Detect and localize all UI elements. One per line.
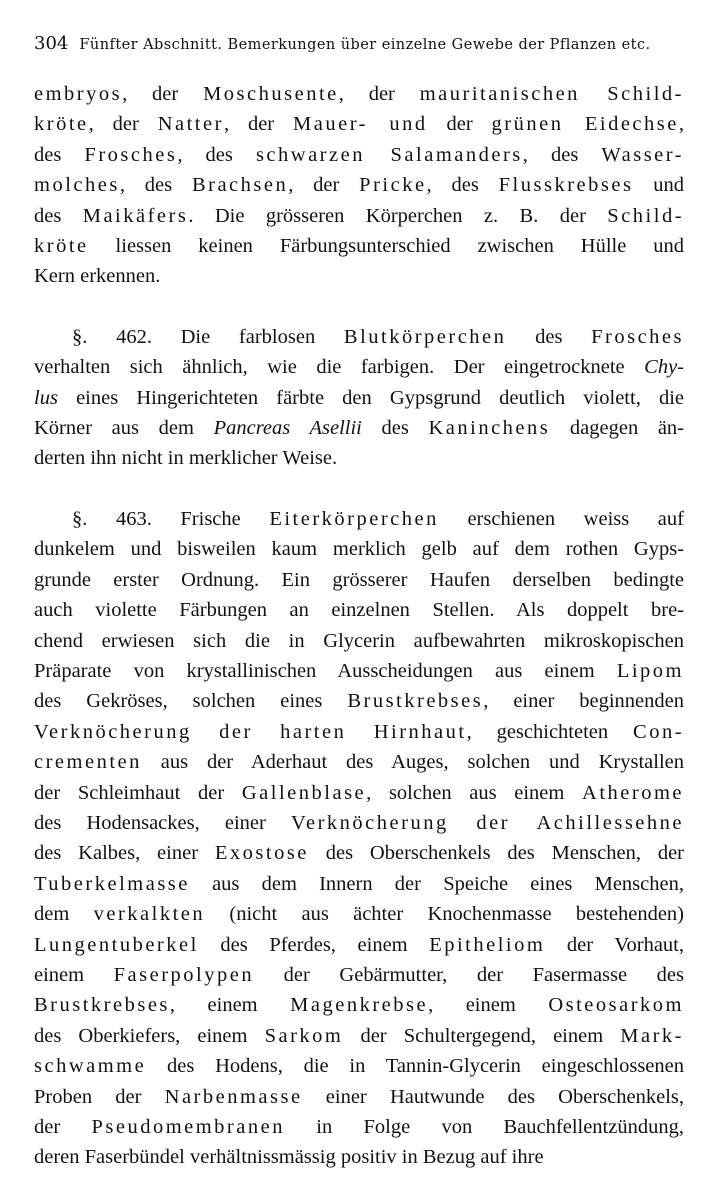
text-line [34, 504, 684, 534]
spaced-emphasis: kröte [34, 235, 89, 258]
text-line [34, 869, 684, 899]
spaced-emphasis: mauritanischen Schild- [419, 83, 684, 105]
spaced-emphasis: Natter [157, 113, 224, 136]
text-run: der Schultergegend, einem [343, 1024, 621, 1047]
text-run: . Die grösseren Körperchen z. B. der [188, 204, 608, 227]
spaced-emphasis: Tuberkelmasse [34, 872, 190, 895]
text-line [34, 261, 684, 291]
text-run: einem [34, 963, 114, 986]
text-run: , der [288, 174, 360, 197]
spaced-emphasis: Sarkom [264, 1024, 344, 1047]
text-run: Körner aus dem [34, 417, 214, 440]
text-run: des Gekröses, solchen eines [34, 690, 348, 713]
paragraph [34, 504, 684, 1173]
text-line [34, 838, 684, 868]
text-line [34, 808, 684, 838]
spaced-emphasis: Mark- [620, 1024, 684, 1047]
text-line [34, 383, 684, 413]
spaced-emphasis: Lungentuberkel [34, 933, 199, 956]
spaced-emphasis: Kaninchens [428, 417, 551, 440]
text-line [34, 201, 684, 231]
spaced-emphasis: Wasser- [601, 143, 685, 166]
text-line [34, 1142, 684, 1172]
text-line [34, 595, 684, 625]
body-text [34, 79, 684, 1173]
text-run: (nicht aus ächter Knochenmasse bestehenden) [205, 903, 685, 926]
text-line [34, 231, 684, 261]
text-line [34, 960, 684, 990]
spaced-emphasis: grünen Eidechse [491, 113, 679, 136]
text-line [34, 1082, 684, 1112]
text-run: der [34, 1116, 92, 1138]
text-line [34, 79, 684, 109]
text-run: Kern erkennen. [34, 265, 161, 288]
spaced-emphasis: Atherome [582, 781, 684, 804]
text-run: aus dem Innern der Speiche eines Menschen, [189, 872, 684, 895]
text-line [34, 717, 684, 747]
text-run: , des [177, 143, 256, 166]
text-line [34, 1051, 684, 1081]
text-run: Proben der [34, 1085, 165, 1108]
text-run: grunde erster Ordnung. Ein grösserer Haufen derselben bedingte [34, 568, 684, 591]
spaced-emphasis: Brachsen [191, 174, 289, 197]
text-run: , einem [169, 994, 291, 1017]
spaced-emphasis: Frosches [591, 325, 685, 348]
text-run: , der [122, 83, 204, 105]
text-run: , [678, 113, 684, 136]
text-run: liessen keinen Färbungsunterschied zwischen Hülle und [88, 235, 684, 258]
paragraph [34, 322, 684, 474]
text-run: der [427, 113, 492, 136]
text-line [34, 1021, 684, 1051]
spaced-emphasis: Narbenmasse [164, 1085, 303, 1108]
running-head [34, 33, 684, 54]
text-run: des Pferdes, einem [198, 933, 430, 956]
spaced-emphasis: verkalkten [93, 903, 206, 926]
text-run: des [506, 325, 592, 348]
text-run: dagegen än- [550, 417, 684, 440]
spaced-emphasis: Epitheliom [429, 933, 546, 956]
spaced-emphasis: Gallenblase [241, 781, 367, 804]
spaced-emphasis: Brustkrebses [347, 690, 484, 713]
text-run: Präparate von krystallinischen Ausscheidungen aus einem [34, 659, 617, 682]
text-run: deren Faserbündel verhältnissmässig positiv in Bezug auf ihre [34, 1146, 544, 1169]
text-run: , des [522, 143, 602, 166]
italic-term: lus [34, 386, 58, 409]
spaced-emphasis: schwamme [34, 1055, 147, 1078]
text-line [34, 109, 684, 139]
spaced-emphasis: Magenkrebse [290, 994, 429, 1017]
text-run: einer Hautwunde des Oberschenkels, [302, 1085, 684, 1108]
text-line [34, 686, 684, 716]
text-run: , der [338, 83, 420, 105]
spaced-emphasis: crementen [34, 751, 142, 774]
text-run: des [361, 417, 429, 440]
spaced-emphasis: Frosches [84, 143, 178, 166]
spaced-emphasis: Con- [633, 720, 685, 743]
text-run: , einem [428, 994, 549, 1017]
text-run: verhalten sich ähnlich, wie die farbigen. Der eingetrocknete [34, 356, 645, 379]
text-line [34, 656, 684, 686]
text-run: in Folge von Bauchfellentzündung, [284, 1116, 684, 1138]
text-run: , solchen aus einem [366, 781, 583, 804]
text-line [34, 413, 684, 443]
text-run: derten ihn nicht in merklicher Weise. [34, 447, 338, 470]
spaced-emphasis: Moschusente [203, 83, 339, 105]
spaced-emphasis: Brustkrebses [34, 994, 170, 1017]
text-run: , des [119, 174, 192, 197]
spaced-emphasis: schwarzen Salamanders [255, 143, 523, 166]
spaced-emphasis: Verknöcherung der Achillessehne [290, 811, 684, 834]
text-run: des [34, 204, 83, 227]
text-line [34, 170, 684, 200]
text-line [34, 443, 684, 473]
text-run: der Gebärmutter, der Fasermasse des [254, 963, 684, 986]
spaced-emphasis: embryos [34, 83, 123, 105]
text-run: der Vorhaut, [545, 933, 684, 956]
spaced-emphasis: Verknöcherung der harten Hirnhaut [34, 720, 467, 743]
spaced-emphasis: Osteosarkom [548, 994, 684, 1017]
running-title: Fünfter Abschnitt. Bemerkungen über einzelne Gewebe der Pflanzen etc. [79, 37, 651, 53]
text-line [34, 140, 684, 170]
spaced-emphasis: Flusskrebses [498, 174, 634, 197]
text-line [34, 534, 684, 564]
text-run: , einer beginnenden [483, 690, 684, 713]
text-run: des Hodensackes, einer [34, 811, 291, 834]
spaced-emphasis: Maikäfers [82, 204, 189, 227]
text-line [34, 352, 684, 382]
text-line [34, 626, 684, 656]
text-run: des Hodens, die in Tannin-Glycerin eingeschlossenen [146, 1055, 684, 1078]
text-run: erschienen weiss auf [438, 507, 684, 530]
spaced-emphasis: Blutkörperchen [343, 325, 507, 348]
text-line [34, 990, 684, 1020]
text-run: aus der Aderhaut des Auges, solchen und Krystallen [141, 751, 684, 774]
text-run: , der [88, 113, 158, 136]
text-run: auch violette Färbungen an einzelnen Stellen. Als doppelt bre- [34, 599, 684, 622]
italic-term: Chy- [644, 356, 684, 379]
text-run: , der [223, 113, 294, 136]
spaced-emphasis: Mauer- und [293, 113, 428, 136]
spaced-emphasis: Schild- [607, 204, 685, 227]
text-run: §. 463. Frische [72, 507, 270, 530]
text-run: , des [426, 174, 499, 197]
spaced-emphasis: molches [34, 174, 120, 197]
text-run: des Kalbes, einer [34, 842, 215, 865]
text-run: , geschichteten [466, 720, 634, 743]
text-run: chend erwiesen sich die in Glycerin aufbewahrten mikroskopischen [34, 629, 684, 652]
text-run: dem [34, 903, 94, 926]
text-run: dunkelem und bisweilen kaum merklich gelb auf dem rothen Gyps- [34, 538, 684, 561]
spaced-emphasis: Faserpolypen [113, 963, 255, 986]
text-run: des Oberschenkels des Menschen, der [308, 842, 684, 865]
spaced-emphasis: Eiterkörperchen [269, 507, 439, 530]
text-line [34, 899, 684, 929]
page-number: 304 [34, 33, 69, 54]
text-line [34, 322, 684, 352]
paragraph [34, 79, 684, 292]
spaced-emphasis: Pseudomembranen [91, 1116, 285, 1138]
spaced-emphasis: Lipom [616, 659, 684, 682]
spaced-emphasis: Pricke [359, 174, 427, 197]
text-line [34, 1112, 684, 1142]
text-run: des [34, 143, 85, 166]
text-run: §. 462. Die farblosen [72, 325, 344, 348]
text-run: des Oberkiefers, einem [34, 1024, 265, 1047]
text-run: eines Hingerichteten färbte den Gypsgrund deutlich violett, die [57, 386, 684, 409]
text-line [34, 778, 684, 808]
text-line [34, 930, 684, 960]
text-line [34, 565, 684, 595]
italic-term: Pancreas Asellii [213, 417, 362, 440]
spaced-emphasis: kröte [34, 113, 89, 136]
spaced-emphasis: Exostose [214, 842, 309, 865]
text-run: der Schleimhaut der [34, 781, 242, 804]
text-line [34, 747, 684, 777]
text-run: und [633, 174, 685, 197]
